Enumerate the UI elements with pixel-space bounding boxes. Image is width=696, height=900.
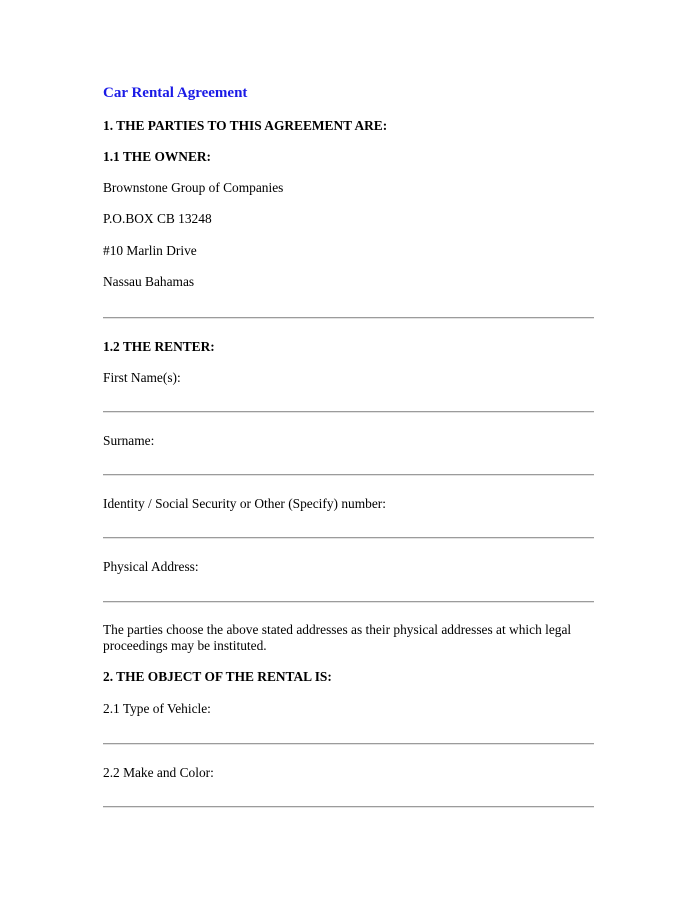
owner-city: Nassau Bahamas	[103, 274, 195, 289]
vehicle-type-label: 2.1 Type of Vehicle:	[103, 701, 211, 716]
address-clause-paragraph: The parties choose the above stated addresses as their physical addresses at which legal proceedings may be instituted.	[103, 622, 572, 653]
vehicle-type-field-line[interactable]	[103, 743, 594, 745]
owner-heading: 1.1 THE OWNER:	[103, 149, 212, 164]
surname-label: Surname:	[103, 433, 155, 448]
first-names-label: First Name(s):	[103, 370, 181, 385]
section-1-heading: 1. THE PARTIES TO THIS AGREEMENT ARE:	[103, 118, 388, 133]
physical-address-field-line[interactable]	[103, 601, 594, 603]
identity-number-field-line[interactable]	[103, 537, 594, 539]
renter-heading: 1.2 THE RENTER:	[103, 339, 215, 354]
identity-number-label: Identity / Social Security or Other (Specify) number:	[103, 496, 386, 511]
section-divider	[103, 317, 594, 319]
owner-po-box: P.O.BOX CB 13248	[103, 211, 212, 226]
make-color-label: 2.2 Make and Color:	[103, 765, 214, 780]
surname-field-line[interactable]	[103, 474, 594, 476]
owner-company: Brownstone Group of Companies	[103, 180, 284, 195]
owner-street: #10 Marlin Drive	[103, 243, 197, 258]
make-color-field-line[interactable]	[103, 806, 594, 808]
document-title: Car Rental Agreement	[103, 85, 248, 101]
first-names-field-line[interactable]	[103, 411, 594, 413]
section-2-heading: 2. THE OBJECT OF THE RENTAL IS:	[103, 669, 332, 684]
physical-address-label: Physical Address:	[103, 559, 199, 574]
